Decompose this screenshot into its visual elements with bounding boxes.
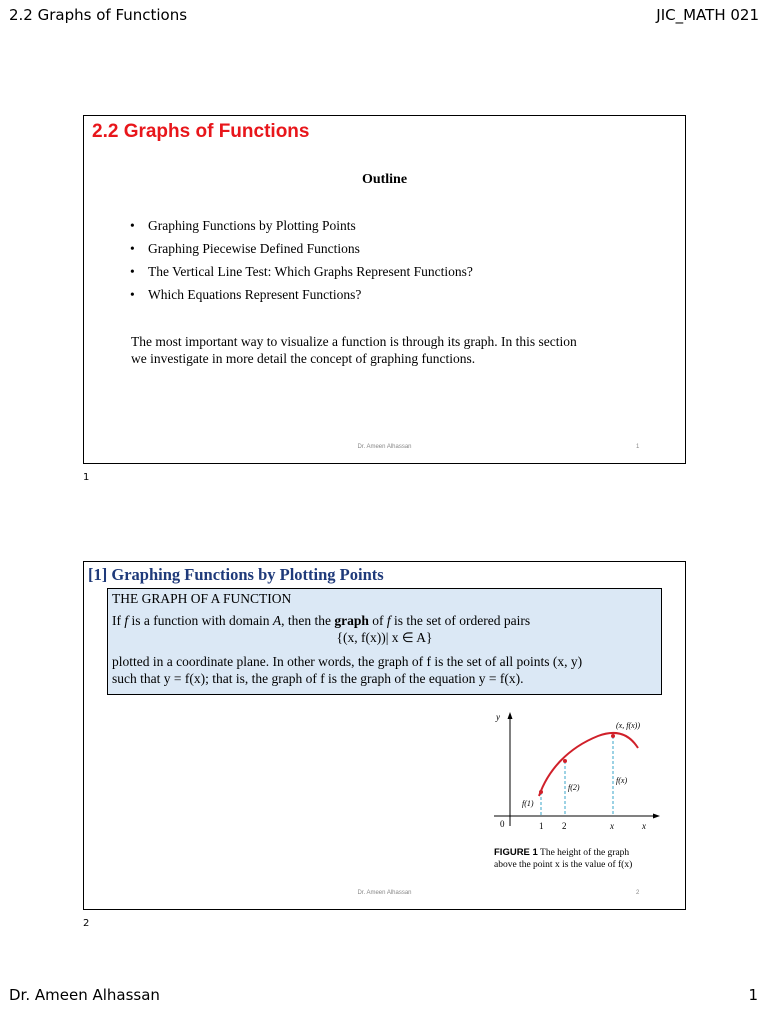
caption-label: FIGURE 1	[494, 847, 538, 858]
fx-label: f(x)	[616, 776, 628, 785]
slide-1-label: 1	[83, 472, 90, 483]
header-course-code: JIC_MATH 021	[656, 6, 759, 24]
slide-1	[83, 115, 686, 464]
slide-footer-number: 2	[636, 890, 640, 896]
slide-2	[83, 561, 686, 910]
y-axis-arrow-icon	[508, 712, 513, 719]
definition-set: {(x, f(x))| x ∈ A}	[336, 630, 433, 645]
intro-line: The most important way to visualize a function is through its graph. In this section	[131, 334, 577, 349]
point-f1	[539, 790, 543, 794]
list-item	[128, 218, 473, 241]
intro-line: we investigate in more detail the concept of graphing functions.	[131, 351, 476, 366]
slide-1-title: 2.2 Graphs of Functions	[92, 121, 310, 142]
bullet-text: Graphing Piecewise Defined Functions	[148, 241, 360, 256]
point-label: (x, f(x))	[616, 721, 640, 730]
list-item	[128, 287, 473, 310]
f2-label: f(2)	[568, 783, 580, 792]
point-f2	[563, 759, 567, 763]
outline-heading: Outline	[361, 172, 408, 187]
outline-list	[128, 218, 473, 310]
definition-heading: THE GRAPH OF A FUNCTION	[112, 591, 292, 606]
x-axis-arrow-icon	[653, 814, 660, 819]
header-title: 2.2 Graphs of Functions	[9, 6, 188, 24]
tick-label-2: 2	[562, 821, 567, 831]
point-fx	[611, 734, 615, 738]
bullet-text: The Vertical Line Test: Which Graphs Represent Functions?	[148, 264, 473, 279]
slide-2-title: [1] Graphing Functions by Plotting Points	[88, 565, 384, 584]
footer-author: Dr. Ameen Alhassan	[9, 986, 160, 1004]
intro-paragraph	[131, 333, 651, 367]
function-curve	[539, 733, 638, 796]
origin-label: 0	[500, 819, 505, 829]
tick-label-1: 1	[539, 821, 544, 831]
slide-footer-author: Dr. Ameen Alhassan	[357, 444, 412, 450]
footer-page-number: 1	[748, 986, 758, 1004]
bullet-icon: •	[130, 287, 135, 302]
definition-line-1: If f is a function with domain A, then the graph of f is the set of ordered pairs	[112, 613, 531, 628]
definition-line-4: such that y = f(x); that is, the graph of f is the graph of the equation y = f(x).	[112, 671, 524, 686]
bullet-icon: •	[130, 264, 135, 279]
slide-footer-author: Dr. Ameen Alhassan	[357, 890, 412, 896]
y-axis-label: y	[496, 712, 500, 722]
caption-line: FIGURE 1 The height of the graph	[494, 847, 630, 858]
figure-caption	[494, 847, 684, 871]
bullet-text: Which Equations Represent Functions?	[148, 287, 362, 302]
list-item	[128, 241, 473, 264]
bullet-text: Graphing Functions by Plotting Points	[148, 218, 356, 233]
definition-box	[107, 588, 662, 695]
f1-label: f(1)	[522, 799, 534, 808]
tick-label-x: x	[610, 821, 614, 831]
function-graph-figure	[488, 708, 668, 843]
x-axis-label: x	[642, 821, 646, 831]
caption-line: above the point x is the value of f(x)	[494, 860, 633, 870]
list-item	[128, 264, 473, 287]
bullet-icon: •	[130, 241, 135, 256]
definition-line-3: plotted in a coordinate plane. In other words, the graph of f is the set of all points (x, y)	[112, 654, 583, 669]
slide-2-label: 2	[83, 918, 90, 929]
slide-footer-number: 1	[636, 444, 640, 450]
bullet-icon: •	[130, 218, 135, 233]
